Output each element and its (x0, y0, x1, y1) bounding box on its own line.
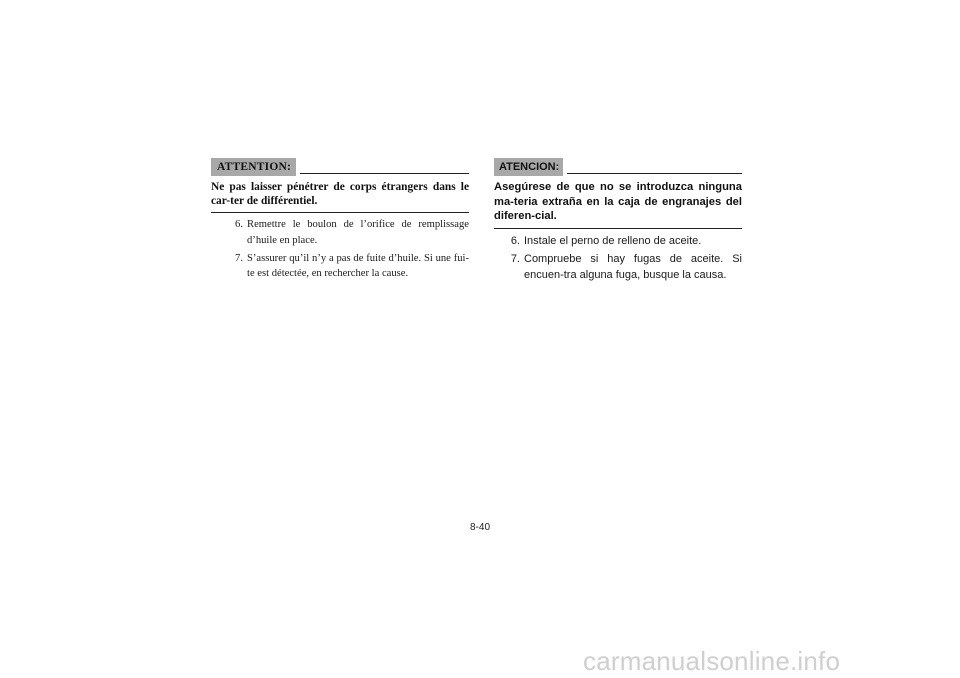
step-text: Compruebe si hay fugas de aceite. Si encuen-tra alguna fuga, busque la causa. (524, 252, 742, 282)
warning-text: Ne pas laisser pénétrer de corps étrangers dans le car-ter de différentiel. (211, 181, 469, 207)
steps-list (211, 217, 469, 282)
list-item (211, 251, 469, 283)
watermark: carmanualsonline.info (583, 646, 841, 676)
list-item (494, 233, 742, 249)
step-text: S’assurer qu’il n’y a pas de fuite d’huile. Si une fui-te est détectée, en rechercher la cause. (247, 252, 469, 280)
warning-header (494, 156, 742, 176)
french-column (211, 156, 469, 282)
warning-text: Asegúrese de que no se introduzca ninguna ma-teria extraña en la caja de engranajes del diferen-cial. (494, 181, 742, 222)
step-number: 6. (235, 219, 243, 230)
step-text: Remettre le boulon de l’orifice de remplissage d’huile en place. (247, 219, 469, 246)
step-number: 7. (510, 252, 520, 265)
warning-end-rule (494, 228, 742, 229)
warning-label: ATENCION: (494, 158, 563, 176)
list-item (494, 251, 742, 284)
step-number: 6. (510, 234, 520, 247)
list-item (211, 217, 469, 249)
warning-end-rule (211, 212, 469, 213)
step-number: 7. (235, 252, 243, 264)
spanish-column (494, 156, 742, 284)
step-text: Instale el perno de relleno de aceite. (524, 234, 702, 247)
warning-header (211, 156, 469, 176)
page-number: 8-40 (470, 522, 491, 533)
steps-list (494, 233, 742, 284)
warning-label: ATTENTION: (211, 158, 296, 176)
warning-rule (567, 173, 742, 174)
warning-rule (300, 173, 469, 174)
